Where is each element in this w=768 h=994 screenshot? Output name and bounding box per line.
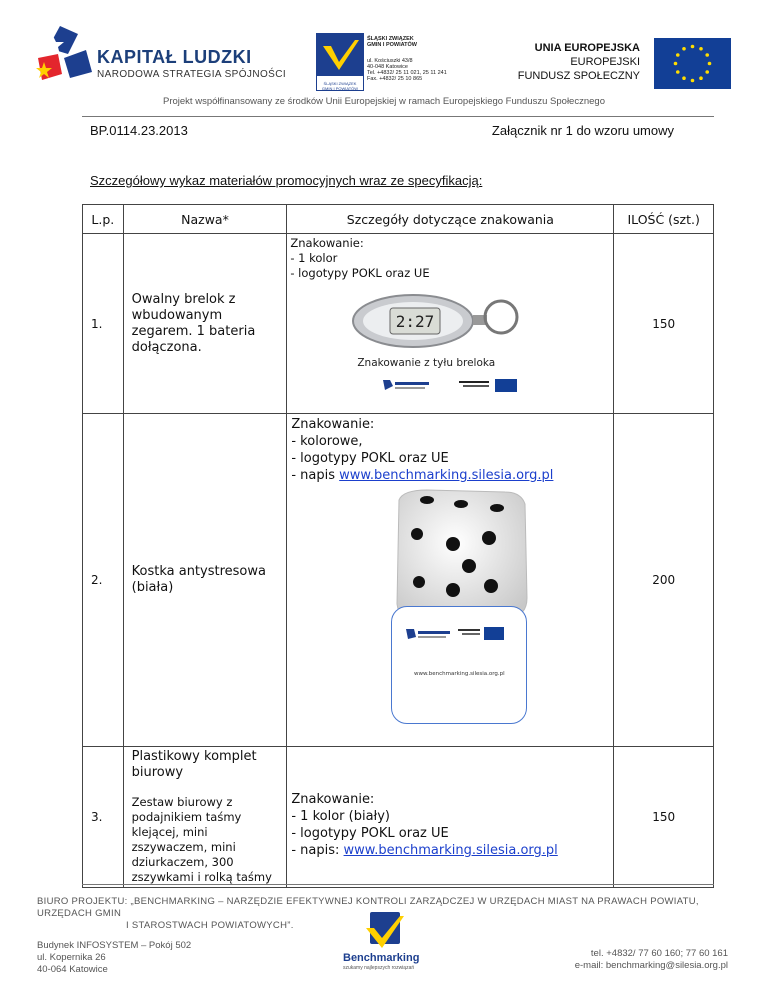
keychain-caption: Znakowanie z tyłu breloka [357,357,496,369]
address-line: Budynek INFOSYSTEM – Pokój 502 [37,940,192,951]
eu-star-icon [676,70,680,74]
details-line: - logotypy POKL oraz UE [290,266,430,280]
contact-email[interactable]: e-mail: benchmarking@silesia.org.pl [574,960,728,971]
szgip-name-line-1: ŚLĄSKI ZWIĄZEK [367,36,414,42]
row-lp: 2. [83,414,124,747]
details-line: Znakowanie: [290,236,364,250]
document-title: Szczegółowy wykaz materiałów promocyjnych wraz ze specyfikacją: [90,173,483,188]
eu-star-icon [699,47,703,51]
benchmarking-logo [364,910,404,952]
row-details [287,234,614,414]
table-row [83,234,714,414]
eu-title: UNIA EUROPEJSKA [534,42,640,54]
details-line: - kolorowe, [291,434,363,449]
eu-fund-line-1: EUROPEJSKI [570,56,640,68]
cube-url-text: www.benchmarking.silesia.org.pl [414,671,505,677]
benchmarking-link[interactable]: www.benchmarking.silesia.org.pl [343,843,558,858]
kapital-ludzki-emblem-icon [34,24,96,86]
szgip-logo-caption-1: ŚLĄSKI ZWIĄZEK [323,81,357,86]
attachment-label: Załącznik nr 1 do wzoru umowy [491,123,674,138]
kapital-ludzki-title: KAPITAŁ LUDZKI [97,47,252,67]
details-link-prefix: - napis: [291,843,344,858]
details-line: Znakowanie: [291,792,375,807]
header-details: Szczegóły dotyczące znakowania [287,205,614,234]
cube-print-preview [391,606,527,724]
eu-star-icon [676,53,680,57]
office-contact [575,948,728,972]
office-address [37,940,191,976]
szgip-name-line-2: GMIN I POWIATÓW [367,42,418,48]
benchmarking-brand: Benchmarking [343,952,420,964]
eu-star-icon [691,45,695,49]
document-reference: BP.0114.23.2013 [90,123,188,138]
benchmarking-check-icon [364,910,404,952]
contact-phone: tel. +4832/ 77 60 160; 77 60 161 [590,948,728,959]
clock-display: 2:27 [396,312,435,331]
eu-stars-icon [654,38,731,89]
eu-star-icon [691,79,695,83]
szgip-address-line-2: 40-048 Katowice [367,64,408,70]
eu-star-icon [674,62,678,66]
szgip-name [367,36,417,48]
row-quantity: 150 [614,747,714,888]
details-line: Znakowanie: [291,417,375,432]
row-name-description: Zestaw biurowy z podajnikiem taśmy klejącej, mini zszywaczem, mini dziurkaczem, 300 zszywkami i rolką taśmy [131,795,272,884]
szgip-address-line-3: Tel. +4832/ 25 11 021, 25 11 241 [367,70,447,76]
szgip-address-line-4: Fax. +4832/ 25 10 865 [367,76,423,82]
eu-star-icon [682,76,686,80]
row-details [287,747,614,888]
row-lp: 3. [83,747,124,888]
szgip-logo-caption-2: GMIN I POWIATÓW [321,86,359,91]
details-text [287,414,613,486]
kapital-ludzki-subtitle: NARODOWA STRATEGIA SPÓJNOŚCI [97,69,287,80]
szgip-address-line-1: ul. Kościuszki 43/8 [367,58,413,64]
keychain-logo-strip [381,377,531,393]
dice-icon [287,486,613,626]
project-office-line-2: I STAROSTWACH POWIATOWYCH”. [126,920,294,931]
details-line: - 1 kolor (biały) [291,809,391,824]
details-line [291,842,609,859]
table-header-row [83,205,714,234]
row-name: Kostka antystresowa (biała) [123,414,287,747]
pokl-eu-logo-strip-icon [381,377,531,393]
eu-star-icon [699,76,703,80]
eu-fund-line-2: FUNDUSZ SPOŁECZNY [517,70,640,82]
details-line: - 1 kolor [290,251,338,265]
kapital-ludzki-logo [34,24,96,86]
row-details [287,414,614,747]
project-cofinancing-line: Projekt współfinansowany ze środków Unii Europejskiej w ramach Europejskiego Funduszu Społecznego [163,96,605,107]
details-line: - logotypy POKL oraz UE [291,826,449,841]
eu-star-icon [682,47,686,51]
szgip-address [367,58,447,82]
row-lp: 1. [83,234,124,414]
project-office-line-1: BIURO PROJEKTU: „BENCHMARKING – NARZĘDZIE EFEKTYWNEJ KONTROLI ZARZĄDCZEJ W URZĘDACH MIAST NA PRAWACH POWIATU, URZĘDACH GMIN [37,896,699,919]
details-link-prefix: - napis [291,468,340,483]
benchmarking-link[interactable]: www.benchmarking.silesia.org.pl [339,468,554,483]
eu-star-icon [705,70,709,74]
row-quantity: 150 [614,234,714,414]
eu-flag-icon [654,38,731,89]
eu-star-icon [708,62,712,66]
materials-table [82,204,714,888]
row-name-title: Plastikowy komplet biurowy [131,749,257,780]
benchmarking-tagline: szukamy najlepszych rozwiązań [343,965,415,971]
header-divider [82,116,714,117]
eu-star-icon [705,53,709,57]
address-line: 40-064 Katowice [37,964,108,975]
header-quantity: ILOŚĆ (szt.) [614,205,714,234]
table-row [83,414,714,747]
table-row [83,747,714,888]
szgip-logo [316,33,364,91]
header-lp: L.p. [83,205,124,234]
checkmark-logo-icon [317,34,363,76]
stress-cube-image [287,486,613,746]
row-name [123,747,287,888]
address-line: ul. Kopernika 26 [37,952,106,963]
details-text [287,789,613,861]
details-line: - logotypy POKL oraz UE [291,451,449,466]
keychain-image [287,283,613,413]
pokl-eu-logo-icon [392,607,526,667]
row-quantity: 200 [614,414,714,747]
details-line [291,467,609,484]
details-text [287,234,613,283]
row-name: Owalny brelok z wbudowanym zegarem. 1 bateria dołączona. [123,234,287,414]
footer-divider [82,884,714,885]
header-name: Nazwa* [123,205,287,234]
